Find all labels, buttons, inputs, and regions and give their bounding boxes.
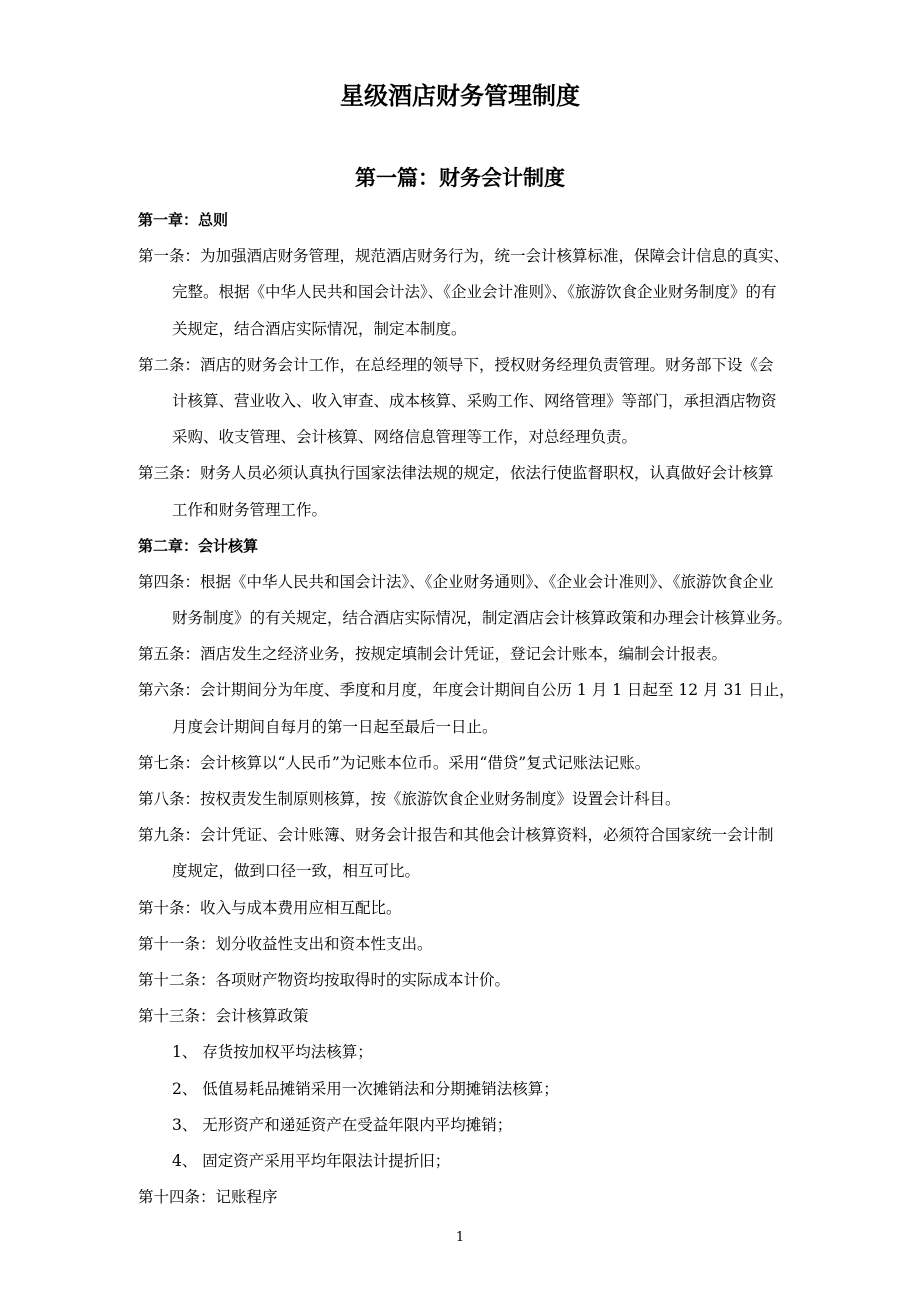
document-body: [138, 202, 818, 1215]
article-1: 第一条：为加强酒店财务管理，规范酒店财务行为，统一会计核算标准，保障会计信息的真实、: [138, 247, 790, 266]
article-4-continued: 财务制度》的有关规定，结合酒店实际情况，制定酒店会计核算政策和办理会计核算业务。: [172, 609, 793, 628]
policy-item-3: 3、 无形资产和递延资产在受益年限内平均摊销；: [172, 1115, 513, 1134]
article-7: 第七条：会计核算以“人民币”为记账本位币。采用“借贷”复式记账法记账。: [138, 753, 651, 772]
article-14: 第十四条：记账程序: [138, 1188, 278, 1207]
page-number: 1: [455, 1230, 465, 1245]
article-11: 第十一条：划分收益性支出和资本性支出。: [138, 934, 433, 953]
article-9-continued: 度规定，做到口径一致，相互可比。: [172, 862, 421, 881]
article-2: 第二条：酒店的财务会计工作，在总经理的领导下，授权财务经理负责管理。财务部下设《会: [138, 355, 774, 374]
article-1-continued: 完整。根据《中华人民共和国会计法》、《企业会计准则》、《旅游饮食企业财务制度》的有: [172, 283, 777, 302]
article-1-continued: 关规定，结合酒店实际情况，制定本制度。: [172, 319, 467, 338]
article-8: 第八条：按权责发生制原则核算，按《旅游饮食企业财务制度》设置会计科目。: [138, 790, 681, 808]
article-9: 第九条：会计凭证、会计账簿、财务会计报告和其他会计核算资料，必须符合国家统一会计制: [138, 826, 774, 845]
chapter-heading-1: 第一章：总则: [138, 211, 229, 229]
chapter-heading-2: 第二章：会计核算: [138, 536, 259, 555]
policy-item-4: 4、 固定资产采用平均年限法计提折旧；: [172, 1151, 451, 1170]
article-2-continued: 计核算、营业收入、收入审查、成本核算、采购工作、网络管理》等部门，承担酒店物资: [172, 391, 777, 410]
article-12: 第十二条：各项财产物资均按取得时的实际成本计价。: [138, 970, 511, 989]
part-title: 第一篇：财务会计制度: [355, 166, 565, 190]
article-3: 第三条：财务人员必须认真执行国家法律法规的规定，依法行使监督职权，认真做好会计核算: [138, 464, 774, 483]
article-5: 第五条：酒店发生之经济业务，按规定填制会计凭证，登记会计账本，编制会计报表。: [138, 645, 728, 664]
document-title: 星级酒店财务管理制度: [340, 82, 580, 110]
article-6-continued: 月度会计期间自每月的第一日起至最后一日止。: [172, 717, 498, 736]
article-2-continued: 采购、收支管理、会计核算、网络信息管理等工作，对总经理负责。: [172, 428, 638, 447]
article-13: 第十三条：会计核算政策: [138, 1007, 309, 1026]
policy-item-2: 2、 低值易耗品摊销采用一次摊销法和分期摊销法核算；: [172, 1079, 559, 1098]
policy-item-1: 1、 存货按加权平均法核算；: [172, 1043, 373, 1062]
article-3-continued: 工作和财务管理工作。: [172, 500, 328, 519]
article-10: 第十条：收入与成本费用应相互配比。: [138, 898, 402, 917]
article-6: 第六条：会计期间分为年度、季度和月度，年度会计期间自公历 1 月 1 日起至 12 月 31 日止，: [138, 681, 795, 700]
article-4: 第四条：根据《中华人民共和国会计法》、《企业财务通则》、《企业会计准则》、《旅游饮食企业: [138, 572, 774, 591]
